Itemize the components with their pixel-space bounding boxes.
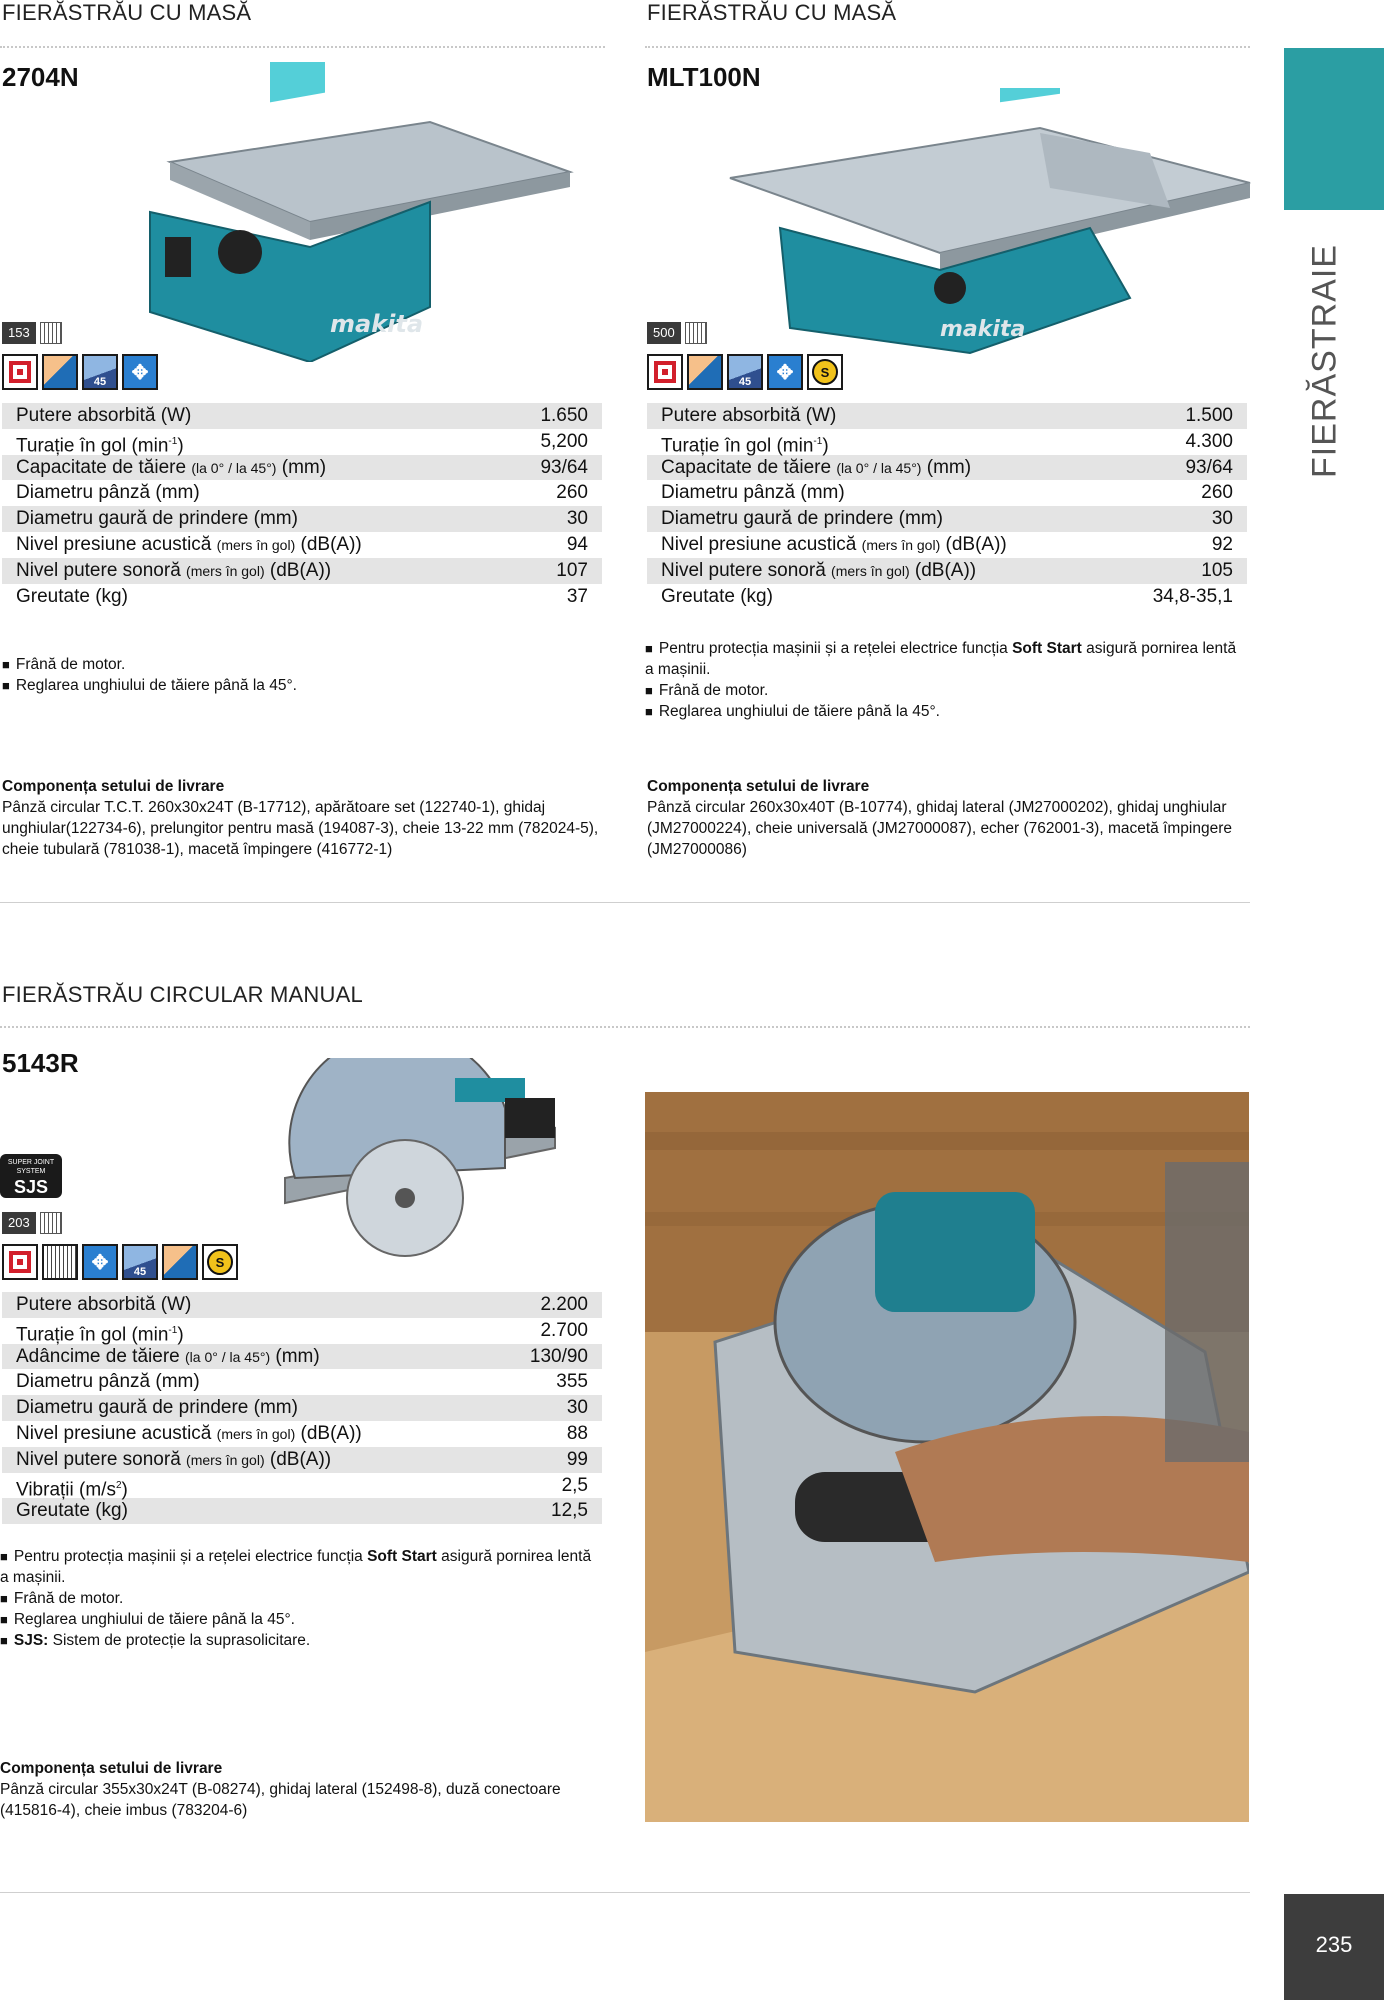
spec-row: Greutate (kg) 34,8-35,1: [661, 585, 1233, 607]
kit-text: Pânză circular 355x30x24T (B-08274), ghidaj lateral (152498-8), duză conectoare (415816-4), cheie imbus (783204-6): [0, 1781, 561, 1819]
spec-row: Greutate (kg) 37: [16, 585, 588, 607]
spring-icon: [685, 322, 707, 344]
circular-saw-5143r-image: [255, 1058, 575, 1258]
sidebar-accent-block: [1284, 48, 1384, 210]
kit-contents: [0, 1758, 600, 1821]
spec-row: Nivel putere sonoră (mers în gol) (dB(A)) 99: [2, 1447, 602, 1473]
soft-start-icon: S: [807, 354, 843, 390]
feature-item: ■ Frână de motor.: [645, 680, 1245, 701]
grid-icon: [42, 1244, 78, 1280]
svg-text:makita: makita: [330, 310, 424, 338]
spec-row: Greutate (kg) 12,5: [2, 1498, 602, 1524]
product-model: 5143R: [2, 1048, 79, 1078]
spring-icon: [40, 1212, 62, 1234]
section-separator: [0, 902, 1250, 903]
model-number-badge: 203: [2, 1212, 36, 1234]
spec-row: Diametru pânză (mm) 355: [16, 1371, 588, 1393]
info-badge-row: [647, 322, 707, 344]
product-category-title: FIERĂSTRĂU CU MASĂ: [647, 0, 897, 25]
hand-protection-icon: [42, 354, 78, 390]
divider: [0, 1026, 1250, 1028]
footer-separator: [0, 1892, 1250, 1893]
spec-row: Diametru gaură de prindere (mm) 30: [647, 506, 1247, 532]
product-model: 2704N: [2, 62, 79, 92]
brake-icon: [647, 354, 683, 390]
kit-title: Componența setului de livrare: [0, 1760, 223, 1777]
spring-icon: [40, 322, 62, 344]
kit-title: Componența setului de livrare: [2, 778, 225, 795]
spec-row: Nivel presiune acustică (mers în gol) (dB(A)) 92: [661, 533, 1233, 555]
spec-row: Vibrații $(m/s^2)$ 2,5: [16, 1474, 588, 1500]
bevel-45-icon: 45: [727, 354, 763, 390]
feature-item: ■ Frână de motor.: [0, 1588, 600, 1609]
spec-row: Diametru pânză (mm) 260: [661, 482, 1233, 504]
divider: [0, 46, 605, 48]
info-badge-row: [2, 322, 62, 344]
spec-row: Diametru pânză (mm) 260: [16, 482, 588, 504]
spec-row: Putere absorbită (W) 1.650: [2, 403, 602, 429]
feature-item: ■ Pentru protecția mașinii și a rețelei electrice funcția Soft Start asigură pornirea lentă a mașinii.: [0, 1546, 600, 1588]
spec-row: Nivel presiune acustică (mers în gol) (dB(A)) 88: [16, 1422, 588, 1444]
dust-extraction-icon: ✥: [82, 1244, 118, 1280]
feature-list: [645, 638, 1245, 722]
model-number-badge: 153: [2, 322, 36, 344]
svg-text:makita: makita: [940, 317, 1026, 342]
info-badge-row: [2, 1212, 62, 1234]
spec-row: Capacitate de tăiere (la 0° / la 45°) (mm) 93/64: [647, 455, 1247, 481]
soft-start-icon: S: [202, 1244, 238, 1280]
feature-icon-row: [2, 1244, 238, 1280]
product-category-title: FIERĂSTRĂU CIRCULAR MANUAL: [2, 982, 363, 1007]
feature-list: [2, 654, 602, 696]
dust-extraction-icon: ✥: [122, 354, 158, 390]
spec-row: Diametru gaură de prindere (mm) 30: [2, 1395, 602, 1421]
sidebar-category: FIERĂSTRAIE: [1305, 244, 1344, 478]
spec-table: [2, 403, 602, 609]
kit-contents: [2, 776, 602, 860]
bevel-45-icon: 45: [82, 354, 118, 390]
sjs-badge: SUPER JOINT SYSTEM SJS: [0, 1154, 62, 1198]
spec-table: [647, 403, 1247, 609]
spec-row: Nivel presiune acustică (mers în gol) (dB(A)) 94: [16, 533, 588, 555]
spec-row: Putere absorbită (W) 2.200: [2, 1292, 602, 1318]
divider: [645, 46, 1250, 48]
model-number-badge: 500: [647, 322, 681, 344]
spec-row: Adâncime de tăiere (la 0° / la 45°) (mm) 130/90: [2, 1344, 602, 1370]
kit-title: Componența setului de livrare: [647, 778, 870, 795]
hand-protection-icon: [162, 1244, 198, 1280]
kit-text: Pânză circular T.C.T. 260x30x24T (B-17712), apărătoare set (122740-1), ghidaj unghiular(122734-6), prelungitor pentru masă (194087-3), cheie 13-22 mm (782024-5), cheie tubulară (781038-1), macetă împingere (416772-1): [2, 799, 599, 858]
feature-item: ■ Reglarea unghiului de tăiere până la 45°.: [645, 701, 1245, 722]
feature-item: ■ Reglarea unghiului de tăiere până la 45°.: [2, 675, 602, 696]
kit-contents: [647, 776, 1247, 860]
spec-table: [2, 1292, 602, 1524]
brake-icon: [2, 1244, 38, 1280]
page-number: 235: [1284, 1894, 1384, 2000]
feature-item: ■ Pentru protecția mașinii și a rețelei electrice funcția Soft Start asigură pornirea lentă a mașinii.: [645, 638, 1245, 680]
bevel-45-icon: 45: [122, 1244, 158, 1280]
spec-row: Diametru gaură de prindere (mm) 30: [2, 506, 602, 532]
spec-row: Putere absorbită (W) 1.500: [647, 403, 1247, 429]
spec-row: Turație în gol $(\min^{-1})$ 2.700: [16, 1319, 588, 1346]
spec-row: Nivel putere sonoră (mers în gol) (dB(A)) 105: [647, 558, 1247, 584]
feature-icon-row: [2, 354, 158, 390]
table-saw-2704n-image: [130, 62, 580, 362]
spec-row: Turație în gol $(\min^{-1})$ 4.300: [661, 430, 1233, 457]
spec-row: Turație în gol $(\min^{-1})$ 5,200: [16, 430, 588, 457]
table-saw-mlt100n-image: [710, 88, 1260, 366]
dust-extraction-icon: ✥: [767, 354, 803, 390]
feature-item: ■ SJS: Sistem de protecție la suprasolicitare.: [0, 1630, 600, 1651]
feature-item: ■ Frână de motor.: [2, 654, 602, 675]
spec-row: Nivel putere sonoră (mers în gol) (dB(A)) 107: [2, 558, 602, 584]
brake-icon: [2, 354, 38, 390]
hand-protection-icon: [687, 354, 723, 390]
product-category-title: FIERĂSTRĂU CU MASĂ: [2, 0, 252, 25]
product-model: MLT100N: [647, 62, 761, 92]
usage-photo: [645, 1092, 1249, 1822]
kit-text: Pânză circular 260x30x40T (B-10774), ghidaj lateral (JM27000202), ghidaj unghiular (JM27000224), cheie universală (JM27000087), echer (762001-3), macetă împingere (JM27000086): [647, 799, 1233, 858]
feature-list: [0, 1546, 600, 1651]
feature-icon-row: [647, 354, 843, 390]
feature-item: ■ Reglarea unghiului de tăiere până la 45°.: [0, 1609, 600, 1630]
spec-row: Capacitate de tăiere (la 0° / la 45°) (mm) 93/64: [2, 455, 602, 481]
